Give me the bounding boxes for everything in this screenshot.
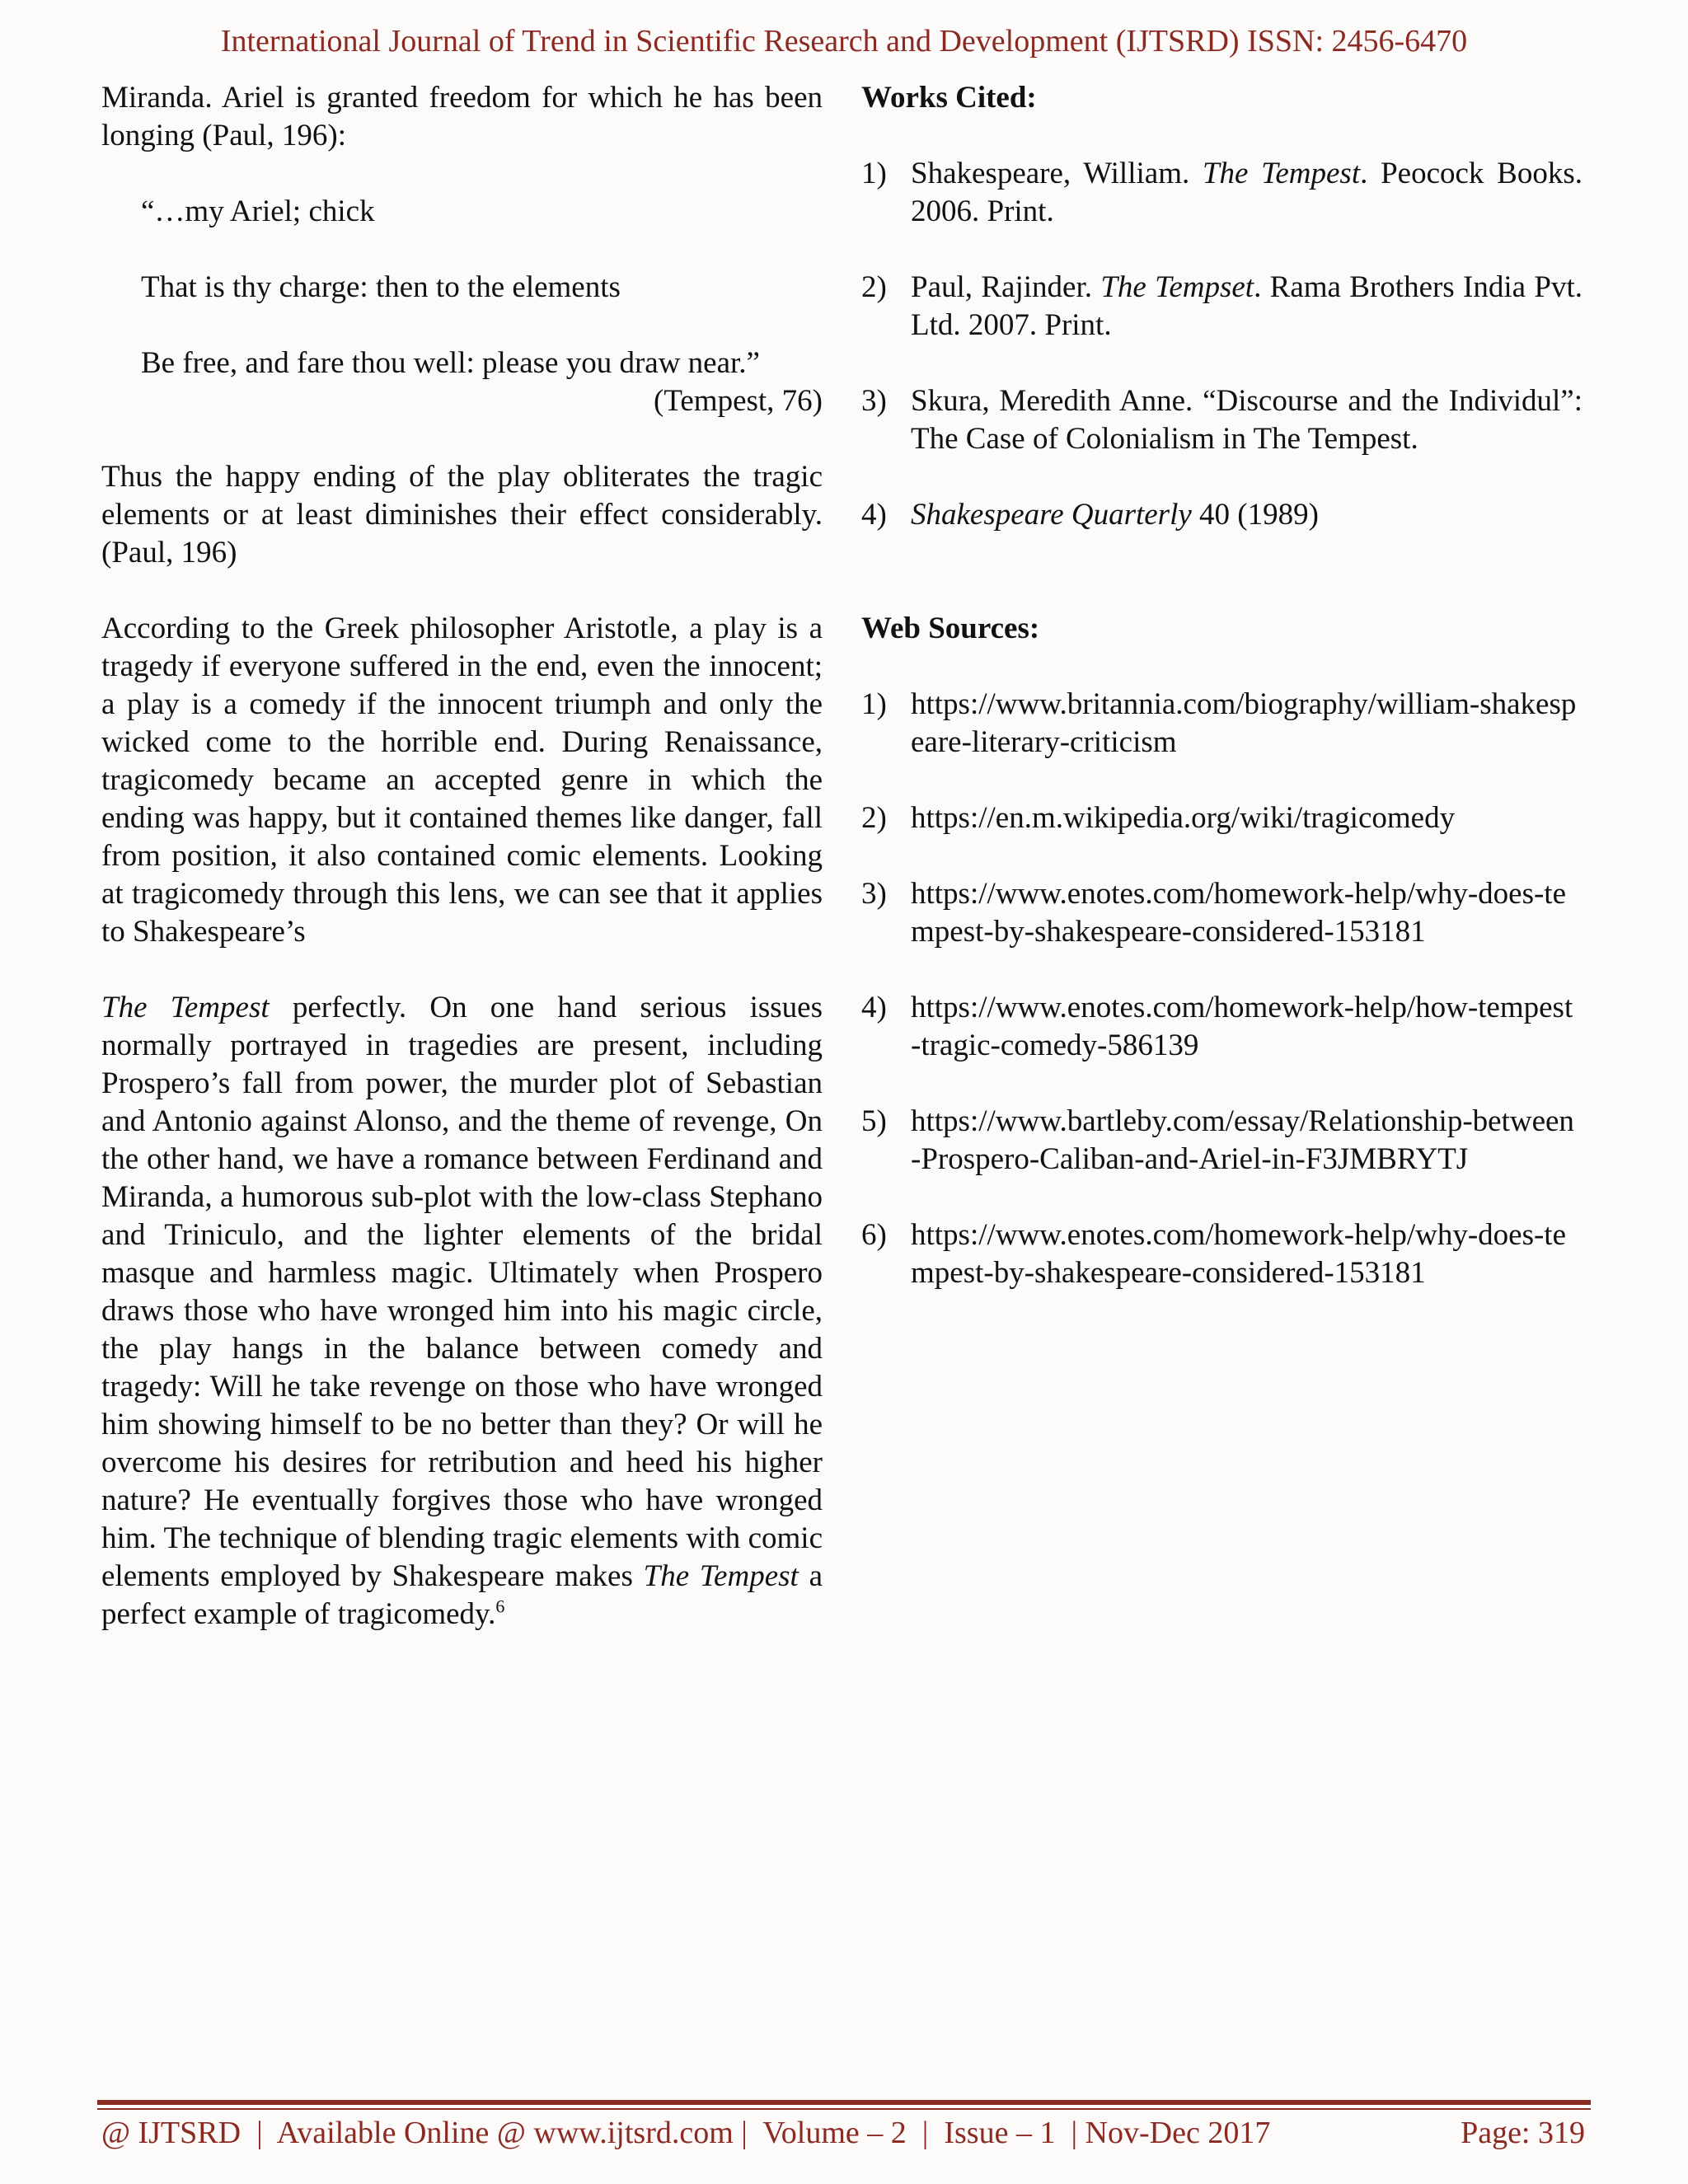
item-number: 1) <box>861 687 887 721</box>
item-text <box>911 496 1582 534</box>
paragraph-text: perfectly. On one hand serious issues normally portrayed in tragedies are present, including Prospero’s fall from power, the murder plot of Sebastian and Antonio against Alonso, and the theme of revenge, On the other hand, we have a romance between Ferdinand and Miranda, a humorous sub-plot with the low-class Stephano and Triniculo, and the lighter elements of the bridal masque and harmless magic. Ultimately when Prospero draws those who have wronged him into his magic circle, the play hangs in the balance between comedy and tragedy: Will he take revenge on those who have wronged him showing himself to be no better than they? Or will he overcome his desires for retribution and heed his higher nature? He eventually forgives those who have wronged him. The technique of blending tragic elements with comic elements employed by Shakespeare makes <box>101 991 823 1593</box>
paragraph-aristotle: According to the Greek philosopher Aristotle, a play is a tragedy if everyone suffered in the end, even the innocent; a play is a comedy if the innocent triumph and only the wicked come to the horrible end. During Renaissance, tragicomedy became an accepted genre in which the ending was happy, but it contained themes like danger, fall from position, it also contained comic elements. Looking at tragicomedy through this lens, we can see that it applies to Shakespeare’s <box>101 612 823 949</box>
item-number: 1) <box>861 157 887 190</box>
citation-text: 40 (1989) <box>1191 498 1319 532</box>
web-sources-list <box>861 686 1582 1292</box>
citation-title: The Tempset <box>1100 270 1254 304</box>
citation-text: Paul, Rajinder. <box>911 270 1101 304</box>
right-column <box>861 79 1582 1330</box>
web-source-link[interactable]: https://www.britannia.com/biography/william-shakespeare-literary-criticism <box>911 687 1577 759</box>
item-text <box>911 382 1582 458</box>
works-cited-list <box>861 155 1582 534</box>
title-italic: The Tempest <box>643 1559 799 1593</box>
item-number: 2) <box>861 801 887 835</box>
item-number: 3) <box>861 877 887 911</box>
journal-header: International Journal of Trend in Scientific Research and Development (IJTSRD) ISSN: 2456-6470 <box>220 24 1468 59</box>
web-source-link[interactable]: https://www.enotes.com/homework-help/why-does-tempest-by-shakespeare-considered-153181 <box>911 1218 1566 1290</box>
item-text <box>911 155 1582 231</box>
citation-title: Shakespeare Quarterly <box>911 498 1192 532</box>
web-source-link[interactable]: https://www.enotes.com/homework-help/why-does-tempest-by-shakespeare-considered-153181 <box>911 877 1566 949</box>
item-number: 5) <box>861 1104 887 1138</box>
web-sources-heading: Web Sources: <box>861 612 1040 645</box>
footer-divider-thin <box>97 2108 1591 2110</box>
web-source-link[interactable]: https://www.enotes.com/homework-help/how-tempest-tragic-comedy-586139 <box>911 991 1573 1062</box>
works-cited-item <box>861 382 1582 458</box>
web-source-item <box>861 1216 1582 1292</box>
page-number: Page: 319 <box>1461 2116 1585 2150</box>
works-cited-item <box>861 269 1582 344</box>
footnote-marker: 6 <box>495 1596 505 1617</box>
intro-paragraph: Miranda. Ariel is granted freedom for which he has been longing (Paul, 196): <box>101 81 823 152</box>
paragraph-text: a perfect example of tragicomedy. <box>101 1559 823 1631</box>
footer-info: @ IJTSRD | Available Online @ www.ijtsrd.com | Volume – 2 | Issue – 1 | Nov-Dec 2017 <box>101 2116 1271 2150</box>
quote-line-1: “…my Ariel; chick <box>141 194 375 228</box>
item-number: 6) <box>861 1218 887 1252</box>
web-source-item <box>861 686 1582 762</box>
footer-divider <box>97 2100 1591 2105</box>
quote-line-3: Be free, and fare thou well: please you draw near.” <box>141 346 760 380</box>
left-column <box>101 79 823 1671</box>
web-source-item <box>861 875 1582 951</box>
web-source-item <box>861 989 1582 1065</box>
works-cited-item <box>861 496 1582 534</box>
works-cited-item <box>861 155 1582 231</box>
paragraph-happy-ending: Thus the happy ending of the play obliterates the tragic elements or at least diminishes their effect considerably. (Paul, 196) <box>101 460 823 569</box>
item-number: 4) <box>861 991 887 1024</box>
citation-text: Shakespeare, William. <box>911 157 1203 190</box>
item-number: 2) <box>861 270 887 304</box>
citation-text: . Rama Brothers India Pvt. Ltd. 2007. Print. <box>911 270 1582 342</box>
citation-text: . Peocock Books. 2006. Print. <box>911 157 1582 228</box>
web-source-item <box>861 1103 1582 1179</box>
quote-line-2: That is thy charge: then to the elements <box>141 270 621 304</box>
citation-title: The Tempest <box>1202 157 1361 190</box>
works-cited-heading: Works Cited: <box>861 81 1037 115</box>
web-source-item <box>861 799 1582 837</box>
paragraph-tempest <box>101 989 823 1633</box>
citation-text: Skura, Meredith Anne. “Discourse and the Individul”: The Case of Colonialism in The Tempest. <box>911 384 1582 456</box>
quote-citation: (Tempest, 76) <box>654 384 823 418</box>
page-footer <box>101 2115 1585 2151</box>
title-italic: The Tempest <box>101 991 270 1024</box>
item-number: 3) <box>861 384 887 418</box>
item-text <box>911 269 1582 344</box>
web-source-link[interactable]: https://en.m.wikipedia.org/wiki/tragicomedy <box>911 801 1456 835</box>
web-source-link[interactable]: https://www.bartleby.com/essay/Relationship-between-Prospero-Caliban-and-Ariel-in-F3JMBRYTJ <box>911 1104 1574 1176</box>
item-number: 4) <box>861 498 887 532</box>
